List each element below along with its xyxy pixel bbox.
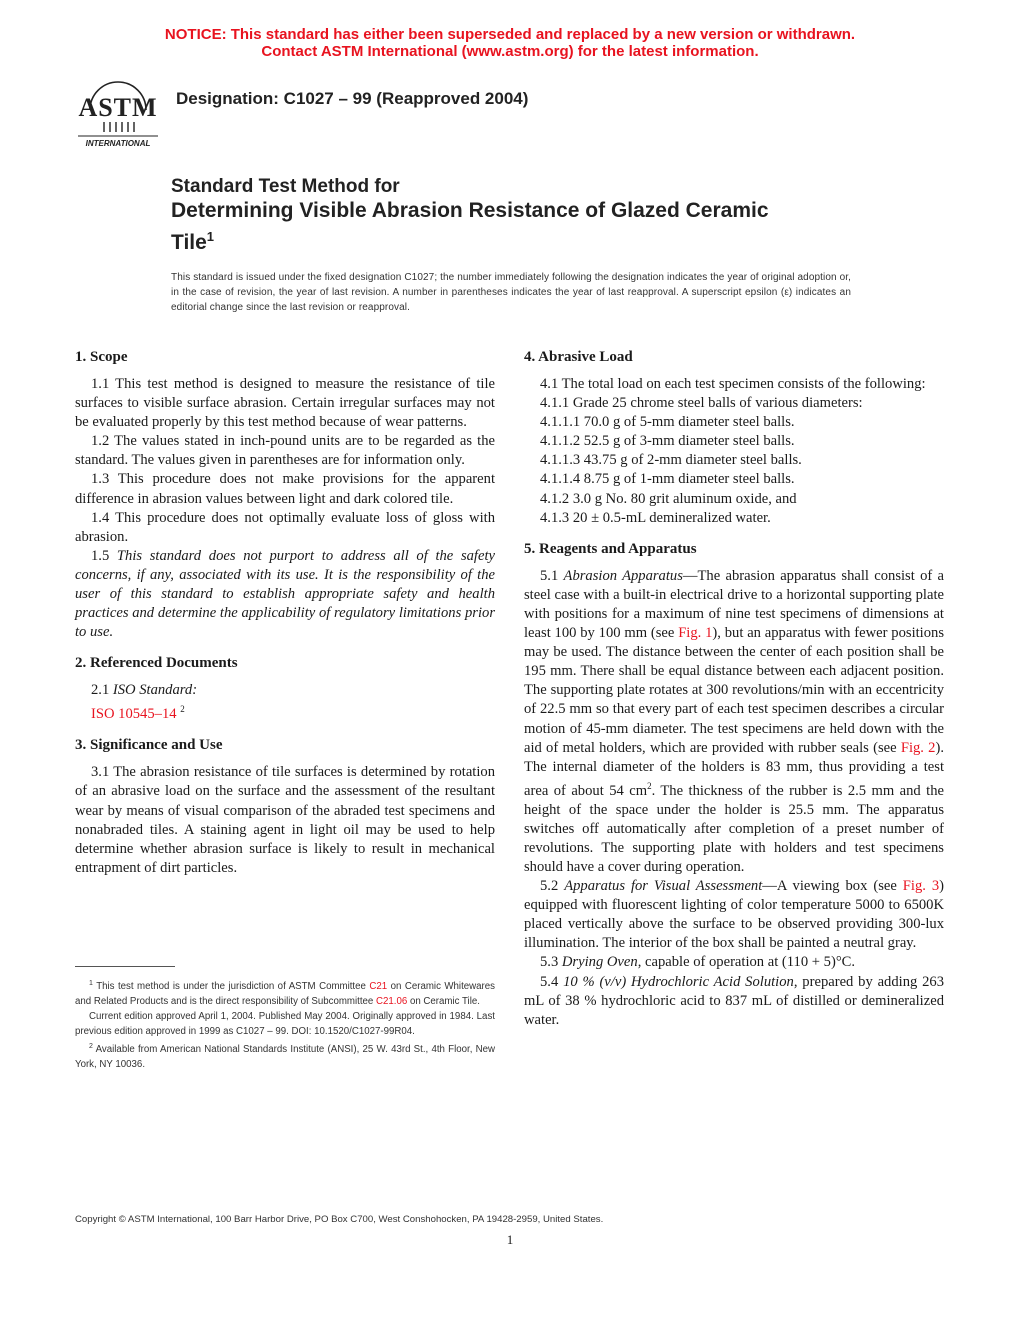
abrasive-4-1-1-1: 4.1.1.1 70.0 g of 5-mm diameter steel balls. <box>540 414 795 431</box>
logo-text: ASTM <box>78 93 158 122</box>
reagents-5-1: 5.1 Abrasion Apparatus—The abrasion apparatus shall consist of a steel case with a built-in electrical drive to a horizontal supporting plate with positions for a maximum of nine test specimens of dimensions at least 100 by 100 mm (see Fig. 1), but an apparatus with fewer positions may be used. The distance between the center of each position shall be 195 mm. There shall be equal distance between each adjacent position. The supporting plate rotates at 300 revolutions/min with an eccentricity of 22.5 mm so that every part of each test specimen describes a circular motion of 45-mm diameter. The test specimens are held down with the aid of metal holders, which are provided with rubber seals (see Fig. 2). The internal diameter of the holders is 83 mm, thus providing a test area of about 54 $cm^2$. The thickness of the rubber is 2.5 mm and the height of the space under the holder is 25.5 mm. The apparatus switches off automatically after completion of a preset number of revolutions. The supporting plate with holders and test specimens should have a cover during operation. <box>524 567 945 876</box>
fig-1-link[interactable]: Fig. 1 <box>678 625 713 642</box>
iso-reference: ISO 10545–14 $^2$ <box>91 704 185 723</box>
issuance-note: This standard is issued under the fixed designation C1027; the number immediately following the designation indicates the year of original adoption or, in the case of revision, the year of last revision. A number in parentheses indicates the year of last reapproval. A superscript epsilon (ε) indicates an editorial change since the last revision or reapproval. <box>171 272 851 313</box>
footnotes <box>75 976 495 1072</box>
footnote-2: $^2$ Available from American National Standards Institute (ANSI), 25 W. 43rd St., 4th Floor, New York, NY 10036. <box>75 1043 495 1071</box>
scope-1-5: 1.5 This standard does not purport to address all of the safety concerns, if any, associated with its use. It is the responsibility of the user of this standard to establish appropriate safety and health practices and determine the applicability of regulatory limitations prior to use. <box>75 547 495 641</box>
reagents-5-2: 5.2 Apparatus for Visual Assessment—A viewing box (see Fig. 3) equipped with fluorescent lighting of color temperature 5000 to 6500K placed vertically above the surface to be observed providing 300-lux illumination. The interior of the box shall be painted a neutral gray. <box>524 878 945 952</box>
right-column <box>524 348 944 1030</box>
abrasive-4-1-3: 4.1.3 20 ± 0.5-mL demineralized water. <box>540 509 771 526</box>
scope-1-2: 1.2 The values stated in inch-pound units are to be regarded as the standard. The values given in parentheses are for information only. <box>75 433 495 469</box>
notice-line-2: Contact ASTM International (www.astm.org) for the latest information. <box>261 43 759 60</box>
abrasive-4-1-1-2: 4.1.1.2 52.5 g of 3-mm diameter steel balls. <box>540 433 795 450</box>
abrasive-heading: 4. Abrasive Load <box>524 349 633 365</box>
fig-2-link[interactable]: Fig. 2 <box>900 739 936 756</box>
footnote-1-edition: Current edition approved April 1, 2004. Published May 2004. Originally approved in 1984. Last previous edition approved in 1999 as C1027 – 99. DOI: 10.1520/C1027-99R04. <box>75 1011 495 1038</box>
scope-heading: 1. Scope <box>75 349 128 365</box>
abrasive-4-1-1: 4.1.1 Grade 25 chrome steel balls of various diameters: <box>540 395 863 412</box>
significance-heading: 3. Significance and Use <box>75 737 223 754</box>
left-column <box>75 348 495 878</box>
astm-logo <box>76 76 160 148</box>
designation: Designation: C1027 – 99 (Reapproved 2004) <box>176 89 529 108</box>
page-number: 1 <box>506 1232 514 1247</box>
withdrawal-notice <box>0 26 1020 60</box>
significance-3-1: 3.1 The abrasion resistance of tile surfaces is determined by rotation of an abrasive load on the surface and the assessment of the resultant wear by means of visual comparison of the abraded test specimens and nonabraded tiles. A staining agent in light oil may be used to help determine whether abrasion surface is likely to result in mechanical entrapment of dirt particles. <box>75 764 495 876</box>
reagents-heading: 5. Reagents and Apparatus <box>524 540 697 557</box>
title-line-3: Tile$^1$ <box>171 229 215 254</box>
abrasive-4-1-1-3: 4.1.1.3 43.75 g of 2-mm diameter steel balls. <box>540 452 802 469</box>
footnote-1: $^1$ This test method is under the jurisdiction of ASTM Committee C21 on Ceramic Whitewares and Related Products and is the direct responsibility of Subcommittee C21.06 on Ceramic Tile. <box>75 980 495 1008</box>
abrasive-4-1-2: 4.1.2 3.0 g No. 80 grit aluminum oxide, and <box>540 490 797 507</box>
title-line-1: Standard Test Method for <box>171 176 400 197</box>
logo-subtext: INTERNATIONAL <box>85 139 151 148</box>
copyright-line: Copyright © ASTM International, 100 Barr Harbor Drive, PO Box C700, West Conshohocken, PA 19428-2959, United States. <box>75 1214 604 1225</box>
reagents-5-3: 5.3 Drying Oven, capable of operation at (110 + 5)°C. <box>540 954 856 971</box>
referenced-heading: 2. Referenced Documents <box>75 655 238 672</box>
title-footnote-ref: 1 <box>206 229 215 244</box>
abrasive-4-1-1-4: 4.1.1.4 8.75 g of 1-mm diameter steel balls. <box>540 471 795 488</box>
iso-link[interactable]: ISO 10545–14 <box>91 706 177 723</box>
referenced-2-1: 2.1 ISO Standard: <box>91 682 198 699</box>
fig-3-link[interactable]: Fig. 3 <box>902 878 940 895</box>
scope-1-3: 1.3 This procedure does not make provisions for the apparent difference in abrasion values between light and dark colored tile. <box>75 471 495 507</box>
c21-06-link[interactable]: C21.06 <box>376 996 408 1008</box>
scope-1-4: 1.4 This procedure does not optimally evaluate loss of gloss with abrasion. <box>75 509 495 545</box>
notice-line-1: NOTICE: This standard has either been superseded and replaced by a new version or withdrawn. <box>164 26 856 43</box>
title-line-2: Determining Visible Abrasion Resistance of Glazed Ceramic <box>171 199 769 222</box>
abrasive-4-1: 4.1 The total load on each test specimen consists of the following: <box>540 376 926 392</box>
scope-1-1: 1.1 This test method is designed to measure the resistance of tile surfaces to visible surface abrasion. Certain irregular surfaces may not be evaluated properly by this test method because of wear patterns. <box>75 376 495 431</box>
reagents-5-4: 5.4 10 % (v/v) Hydrochloric Acid Solution, prepared by adding 263 mL of 38 % hydrochloric acid to 837 mL of distilled or demineralized water. <box>524 973 945 1028</box>
c21-link[interactable]: C21 <box>369 981 388 993</box>
document-title <box>171 176 891 256</box>
footnote-divider <box>75 966 175 967</box>
